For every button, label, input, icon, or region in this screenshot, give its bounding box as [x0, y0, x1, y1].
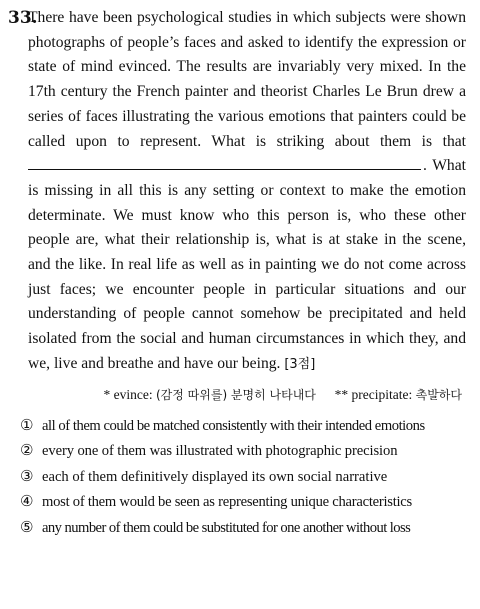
option-3[interactable]: [20, 464, 466, 490]
option-marker: ②: [20, 441, 34, 460]
footnotes: [8, 385, 466, 405]
question-number: 33.: [8, 8, 38, 28]
footnote-definition: (감정 따위를) 분명히 나타내다: [155, 387, 316, 402]
option-1[interactable]: [20, 413, 466, 439]
passage: [8, 6, 466, 378]
option-text: most of them would be seen as representing unique characteristics: [42, 494, 412, 511]
footnote-definition: 촉발하다: [415, 387, 462, 402]
option-marker: ③: [20, 466, 34, 485]
option-marker: ⑤: [20, 517, 33, 536]
footnote-marker: *: [103, 386, 111, 402]
option-text: all of them could be matched consistently with their intended emotions: [42, 417, 425, 434]
passage-text-part1: There have been psychological studies in which subjects were shown photographs of people’s faces and asked to identify the expression or state of mind evinced. The results are invariably very mixed. In the 17th century the French painter and theorist Charles Le Brun drew a series of faces illustrating the various emotions that painters could be called upon to represent. What is striking about them is that: [28, 9, 466, 150]
option-marker: ①: [20, 415, 33, 434]
option-text: every one of them was illustrated with photographic precision: [42, 443, 398, 460]
passage-text-part2: . What is missing in all this is any setting or context to make the emotion determinate. We must know who this person is, who these other people are, what their relationship is, what is at stake in the scene, and the like. In real life as well as in painting we do not come across just faces; we encounter people in particular situations and our understanding of people cannot somehow be precipitated and held isolated from the social and human circumstances in which they, and we, live and breathe and have our being.: [28, 157, 466, 372]
option-marker: ④: [20, 492, 34, 511]
option-4[interactable]: [20, 489, 466, 515]
option-text: each of them definitively displayed its own social narrative: [42, 468, 388, 485]
exam-page: [8, 6, 466, 540]
option-5[interactable]: [20, 515, 466, 541]
footnote-term: precipitate:: [351, 386, 413, 402]
option-2[interactable]: [20, 438, 466, 464]
footnote-term: evince:: [113, 386, 153, 402]
question-33: [8, 6, 466, 378]
option-text: any number of them could be substituted for one another without loss: [42, 519, 411, 536]
answer-options: [8, 413, 466, 541]
answer-blank: [28, 155, 421, 170]
footnote-marker: **: [334, 386, 349, 402]
points-label: [3점]: [284, 356, 316, 372]
